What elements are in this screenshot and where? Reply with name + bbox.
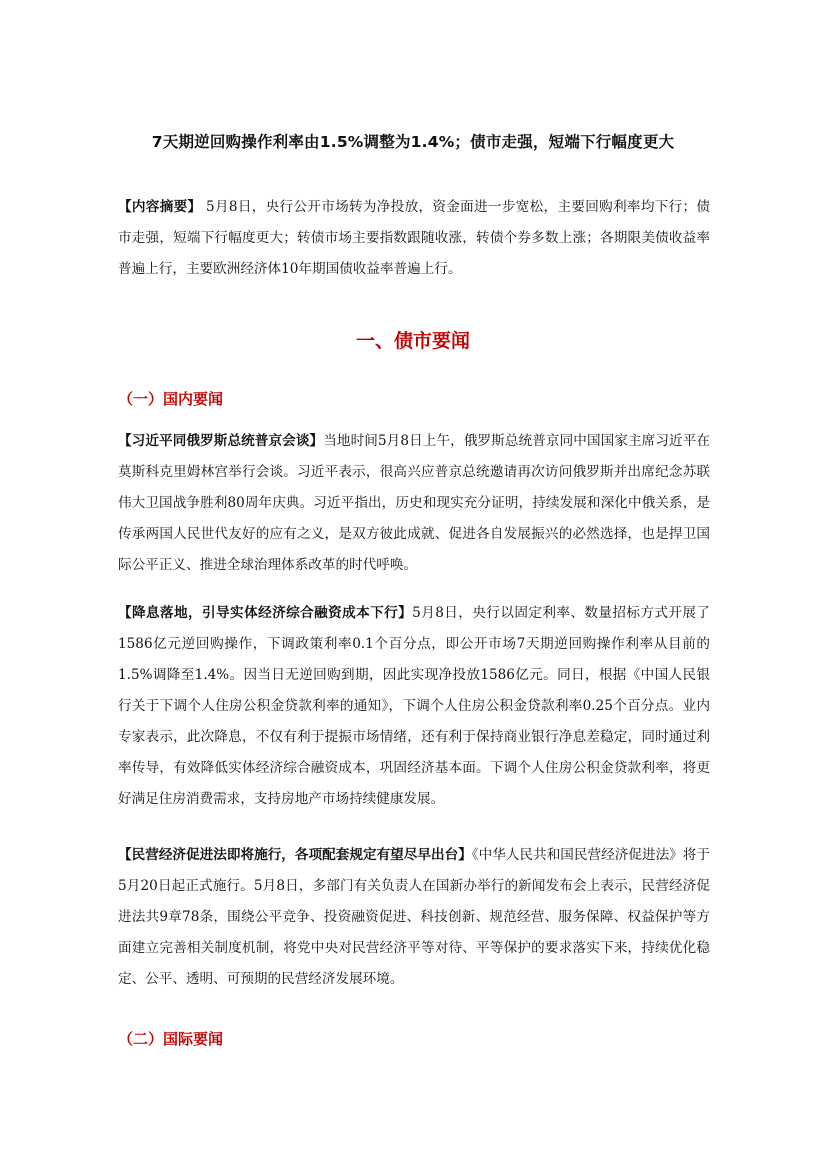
news-item-text: 《中华人民共和国民营经济促进法》将于5月20日起正式施行。5月8日，多部门有关负责人在国新办举行的新闻发布会上表示，民营经济促进法共9章78条，围绕公平竞争、投资融资促进、科技创新、规范经营、服务保障、权益保护等方面建立完善相关制度机制，将党中央对民营经济平等对待、平等保护的要求落实下来，持续优化稳定、公平、透明、可预期的民营经济发展环境。 <box>118 847 710 987</box>
news-item-lead: 【降息落地，引导实体经济综合融资成本下行】 <box>118 605 413 621</box>
summary-text: 5月8日，央行公开市场转为净投放，资金面进一步宽松，主要回购利率均下行；债市走强，短端下行幅度更大；转债市场主要指数跟随收涨，转债个券多数上涨；各期限美债收益率普遍上行，主要欧洲经济体10年期国债收益率普遍上行。 <box>118 199 711 277</box>
news-item-xi-putin <box>118 426 710 581</box>
news-item-lead: 【习近平同俄罗斯总统普京会谈】 <box>118 433 324 449</box>
news-item-text: 5月8日，央行以固定利率、数量招标方式开展了1586亿元逆回购操作，下调政策利率0.1个百分点，即公开市场7天期逆回购操作利率从目前的1.5%调降至1.4%。因当日无逆回购到期，因此实现净投放1586亿元。同日，根据《中国人民银行关于下调个人住房公积金贷款利率的通知》，下调个人住房公积金贷款利率0.25个百分点。业内专家表示，此次降息，不仅有利于提振市场情绪，还有利于保持商业银行净息差稳定，同时通过利率传导，有效降低实体经济综合融资成本，巩固经济基本面。下调个人住房公积金贷款利率，将更好满足住房消费需求，支持房地产市场持续健康发展。 <box>118 605 711 807</box>
news-item-lead: 【民营经济促进法即将施行，各项配套规定有望尽早出台】 <box>118 847 472 863</box>
news-item-rate-cut <box>118 598 710 815</box>
document-title: 7天期逆回购操作利率由1.5%调整为1.4%；债市走强，短端下行幅度更大 <box>151 133 675 151</box>
section-heading: 一、债市要闻 <box>355 330 470 352</box>
summary-paragraph <box>118 192 710 285</box>
subsection-domestic-heading: （一）国内要闻 <box>118 390 224 408</box>
summary-label: 【内容摘要】 <box>118 199 202 215</box>
subsection-international-heading: （二）国际要闻 <box>118 1030 224 1048</box>
news-item-text: 当地时间5月8日上午，俄罗斯总统普京同中国国家主席习近平在莫斯科克里姆林宫举行会谈。习近平表示，很高兴应普京总统邀请再次访问俄罗斯并出席纪念苏联伟大卫国战争胜利80周年庆典。习近平指出，历史和现实充分证明，持续发展和深化中俄关系，是传承两国人民世代友好的应有之义，是双方彼此成就、促进各自发展振兴的必然选择，也是捍卫国际公平正义、推进全球治理体系改革的时代呼唤。 <box>118 433 710 573</box>
news-item-private-economy-law <box>118 840 710 995</box>
